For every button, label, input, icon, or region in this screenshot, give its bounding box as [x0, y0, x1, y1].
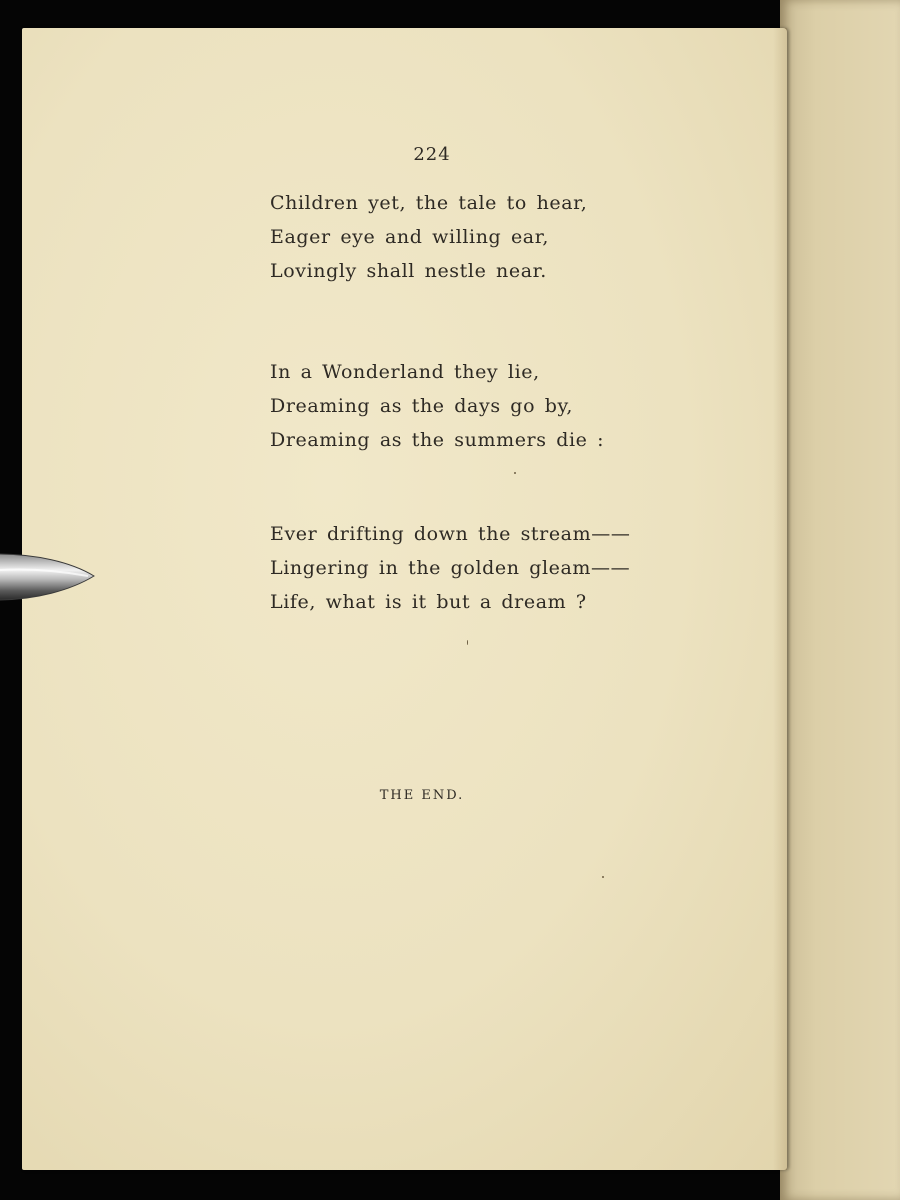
the-end-label: THE END. — [379, 788, 465, 803]
poem-line: Ever drifting down the stream—— — [270, 523, 631, 545]
paper-speck — [514, 472, 516, 474]
page-number: 224 — [413, 144, 451, 165]
back-page-edge — [780, 0, 900, 1200]
poem-line: Dreaming as the summers die : — [270, 429, 605, 451]
poem-line: In a Wonderland they lie, — [270, 361, 540, 383]
stanza-2 — [270, 355, 690, 457]
paper-speck — [467, 640, 468, 645]
poem-line: Eager eye and willing ear, — [270, 226, 549, 248]
paper-speck — [602, 876, 604, 878]
poem-line: Lovingly shall nestle near. — [270, 260, 547, 282]
poem-line: Life, what is it but a dream ? — [270, 591, 587, 613]
stanza-3 — [270, 517, 690, 619]
poem-line: Lingering in the golden gleam—— — [270, 557, 631, 579]
poem-line: Dreaming as the days go by, — [270, 395, 573, 417]
pointer-icon — [0, 548, 96, 606]
stanza-1 — [270, 186, 690, 288]
poem-line: Children yet, the tale to hear, — [270, 192, 588, 214]
book-page — [22, 28, 787, 1170]
